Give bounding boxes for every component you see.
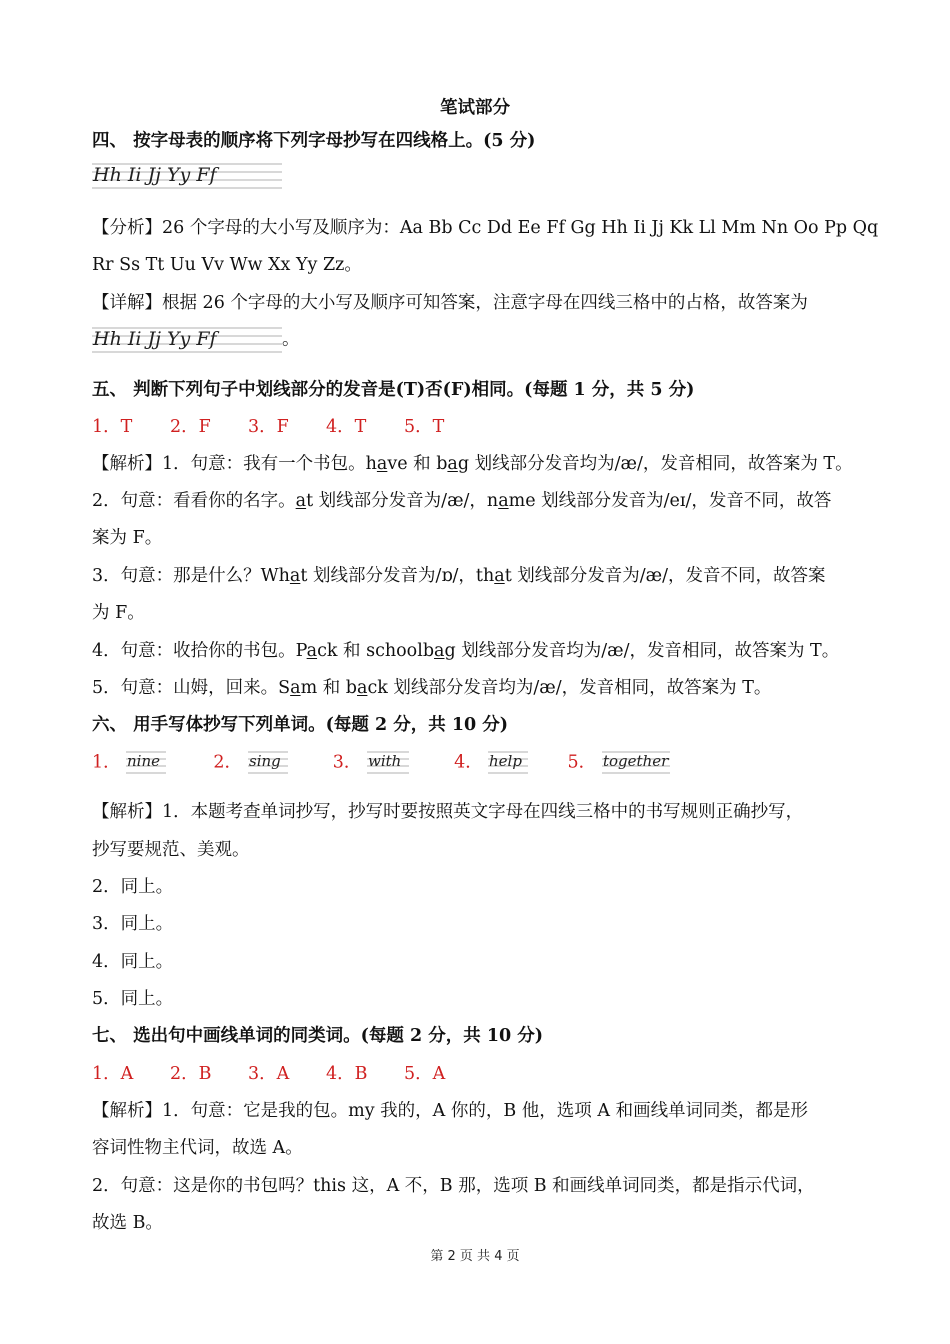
underlined-letter: a xyxy=(306,641,318,661)
section-4-handwriting xyxy=(92,158,282,194)
text: 3．句意：那是什么？Wh xyxy=(92,566,290,586)
section-6-explain-3: 3．同上。 xyxy=(92,914,174,934)
answer-item: 4．B xyxy=(326,1064,368,1084)
answer-number: 1． xyxy=(92,752,121,773)
underlined-letter: a xyxy=(434,641,445,661)
underlined-letter: a xyxy=(295,491,307,511)
handwritten-word-text: nine xyxy=(127,752,161,770)
text: 4．句意：收拾你的书包。P xyxy=(92,641,307,661)
section-5-answers xyxy=(92,413,444,438)
section-6-explain-2: 2．同上。 xyxy=(92,877,174,897)
section-7-heading: 七、 选出句中画线单词的同类词。(每题 2 分，共 10 分) xyxy=(92,1026,544,1046)
text: 2．句意：看看你的名字。 xyxy=(92,491,296,511)
answer-item: 2．B xyxy=(170,1064,212,1084)
answer-number: 5． xyxy=(567,752,597,773)
section-7-explain-2b: 故选 B。 xyxy=(92,1213,163,1233)
text: t 划线部分发音为/æ/，n xyxy=(306,491,499,511)
underlined-letter: a xyxy=(289,566,301,586)
handwritten-word xyxy=(367,748,409,778)
section-5-explain-5 xyxy=(92,674,771,699)
handwritten-word xyxy=(602,748,670,778)
handwritten-word-text: sing xyxy=(248,752,281,770)
answer-item: 5．A xyxy=(404,1064,446,1084)
section-6-answers xyxy=(92,748,670,778)
answer-item: 5．T xyxy=(404,417,445,437)
answer-item: 3．A xyxy=(248,1064,290,1084)
section-7-explain-2: 2．句意：这是你的书包吗？this 这，A 不，B 那，选项 B 和画线单词同类，都是指示代词， xyxy=(92,1176,815,1196)
text: t 划线部分发音为/æ/，发音不同，故答案 xyxy=(504,566,826,586)
section-4-heading: 四、 按字母表的顺序将下列字母抄写在四线格上。(5 分) xyxy=(92,131,536,151)
section-4-detail-2 xyxy=(92,322,300,358)
page-footer: 第 2 页 共 4 页 xyxy=(430,1249,520,1264)
text: 【解析】1．句意：我有一个书包。h xyxy=(92,454,377,474)
four-line-grid-letters xyxy=(92,158,282,194)
underlined-letter: a xyxy=(357,678,368,698)
section-4-detail-1: 【详解】根据 26 个字母的大小写及顺序可知答案，注意字母在四线三格中的占格，故答案为 xyxy=(92,293,808,313)
section-5-explain-3b: 为 F。 xyxy=(92,603,145,623)
underlined-letter: a xyxy=(494,566,505,586)
page-title: 笔试部分 xyxy=(440,98,510,118)
section-6-explain-1: 【解析】1．本题考查单词抄写，抄写时要按照英文字母在四线三格中的书写规则正确抄写， xyxy=(92,802,804,822)
answer-item: 2．F xyxy=(170,417,211,437)
detail-end: 。 xyxy=(282,329,300,350)
section-4-analysis-2: Rr Ss Tt Uu Vv Ww Xx Yy Zz。 xyxy=(92,255,362,275)
handwritten-word-text: together xyxy=(602,752,668,770)
underlined-letter: a xyxy=(498,491,509,511)
section-5-explain-4 xyxy=(92,637,839,662)
section-5-explain-3 xyxy=(92,562,826,587)
answer-item: 3．F xyxy=(248,417,289,437)
section-7-explain-1: 【解析】1．句意：它是我的包。my 我的，A 你的，B 他，选项 A 和画线单词同类，都是形 xyxy=(92,1101,809,1121)
section-5-explain-2 xyxy=(92,487,831,512)
text: ve 和 b xyxy=(387,454,448,474)
section-5-heading: 五、 判断下列句子中划线部分的发音是(T)否(F)相同。(每题 1 分，共 5 分) xyxy=(92,380,695,400)
handwritten-word xyxy=(488,748,528,778)
handwritten-letters: Hh Ii Jj Yy Ff xyxy=(93,164,217,186)
answer-item: 4．T xyxy=(326,417,367,437)
handwritten-word-text: help xyxy=(489,752,523,770)
text: m 和 b xyxy=(300,678,357,698)
answer-item: 1．A xyxy=(92,1064,134,1084)
underlined-letter: a xyxy=(290,678,301,698)
text: 5．句意：山姆，回来。S xyxy=(92,678,291,698)
handwritten-letters-answer: Hh Ii Jj Yy Ff xyxy=(93,328,217,350)
handwritten-word xyxy=(248,748,288,778)
text: ck 和 schoolb xyxy=(317,641,435,661)
text: g 划线部分发音均为/æ/，发音相同，故答案为 T。 xyxy=(457,454,853,474)
text: t 划线部分发音为/ɒ/，th xyxy=(300,566,495,586)
section-6-heading: 六、 用手写体抄写下列单词。(每题 2 分，共 10 分) xyxy=(92,715,509,735)
text: ck 划线部分发音均为/æ/，发音相同，故答案为 T。 xyxy=(367,678,772,698)
underlined-letter: a xyxy=(376,454,388,474)
handwritten-word-text: with xyxy=(367,752,402,770)
answer-number: 3． xyxy=(332,752,362,773)
underlined-letter: a xyxy=(447,454,458,474)
four-line-grid-letters-answer xyxy=(92,322,282,358)
text: me 划线部分发音为/eɪ/，发音不同，故答 xyxy=(508,491,832,511)
section-7-answers xyxy=(92,1060,445,1085)
section-6-explain-1b: 抄写要规范、美观。 xyxy=(92,840,250,860)
section-6-explain-5: 5．同上。 xyxy=(92,989,174,1009)
section-5-explain-2b: 案为 F。 xyxy=(92,528,163,548)
answer-number: 4． xyxy=(454,752,483,773)
answer-number: 2． xyxy=(213,752,243,773)
text: g 划线部分发音均为/æ/，发音相同，故答案为 T。 xyxy=(444,641,840,661)
section-4-analysis-1: 【分析】26 个字母的大小写及顺序为：Aa Bb Cc Dd Ee Ff Gg Hh Ii Jj Kk Ll Mm Nn Oo Pp Qq xyxy=(92,218,879,238)
section-6-explain-4: 4．同上。 xyxy=(92,952,174,972)
handwritten-word xyxy=(126,748,166,778)
section-7-explain-1b: 容词性物主代词，故选 A。 xyxy=(92,1138,303,1158)
answer-item: 1．T xyxy=(92,417,133,437)
section-5-explain-1 xyxy=(92,450,853,475)
